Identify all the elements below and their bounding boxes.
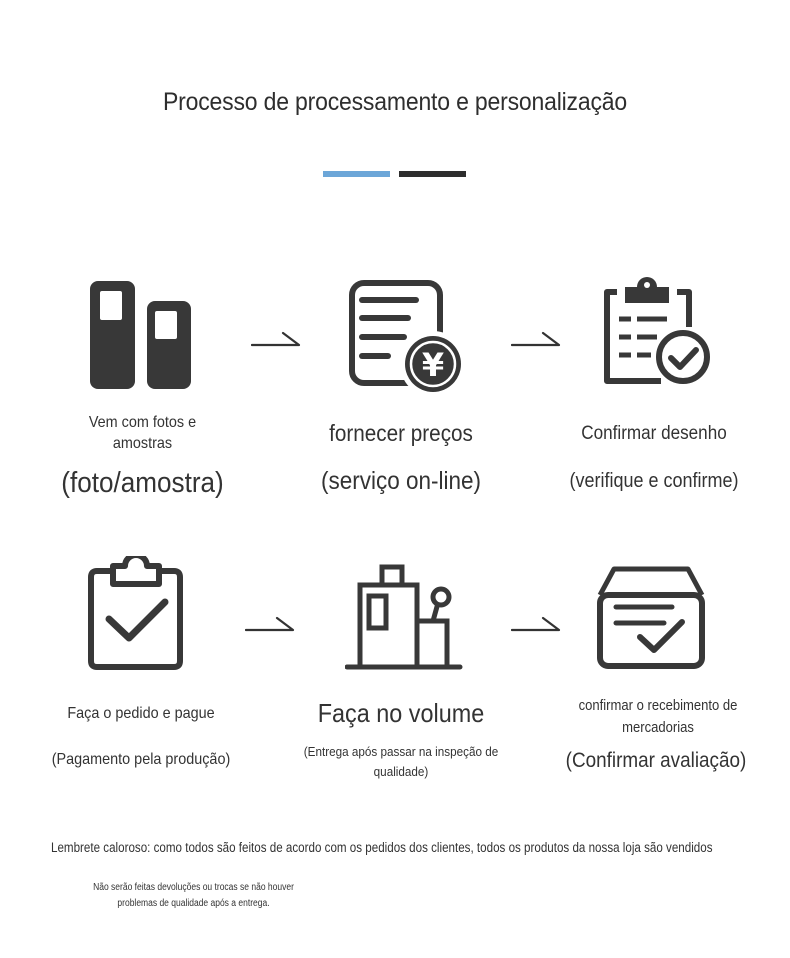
arrow-right-icon	[511, 330, 563, 352]
reminder-text: Lembrete caloroso: como todos são feitos de acordo com os pedidos dos clientes, todos os produtos da nossa loja são vendidos	[51, 840, 713, 855]
arrow-right-icon	[245, 615, 297, 637]
step-4-label: Faça o pedido e pague	[67, 705, 215, 722]
step-5-label: Faça no volume	[317, 698, 485, 728]
clipboard-order-icon	[87, 556, 185, 672]
svg-text:¥: ¥	[421, 346, 445, 384]
step-6-label: confirmar o recebimento de mercadorias	[578, 698, 738, 736]
arrow-right-icon	[511, 615, 563, 637]
step-5-sublabel: (Entrega após passar na inspeção de qualidade)	[303, 744, 499, 779]
return-policy-note: Não serão feitas devoluções ou trocas se não houver problemas de qualidade após a entrega.	[93, 882, 294, 909]
page-title: Processo de processamento e personalização	[162, 88, 628, 116]
clipboard-check-icon	[601, 275, 713, 387]
machine-icon	[345, 563, 463, 671]
step-1-sublabel: (foto/amostra)	[61, 467, 224, 499]
photo-sample-icon	[88, 280, 192, 392]
step-6-sublabel: (Confirmar avaliação)	[565, 749, 747, 772]
step-2-label: fornecer preços	[329, 420, 473, 446]
arrow-right-icon	[251, 330, 303, 352]
step-3-label: Confirmar desenho	[581, 423, 727, 444]
step-1-label: Vem com fotos e amostras	[88, 414, 197, 452]
accent-bar-dark	[399, 171, 466, 177]
step-3-sublabel: (verifique e confirme)	[569, 470, 739, 492]
step-2-sublabel: (serviço on-line)	[320, 467, 482, 495]
price-document-icon	[348, 280, 466, 396]
delivery-box-icon	[596, 565, 708, 671]
step-4-sublabel: (Pagamento pela produção)	[51, 751, 231, 768]
accent-bar-blue	[323, 171, 390, 177]
